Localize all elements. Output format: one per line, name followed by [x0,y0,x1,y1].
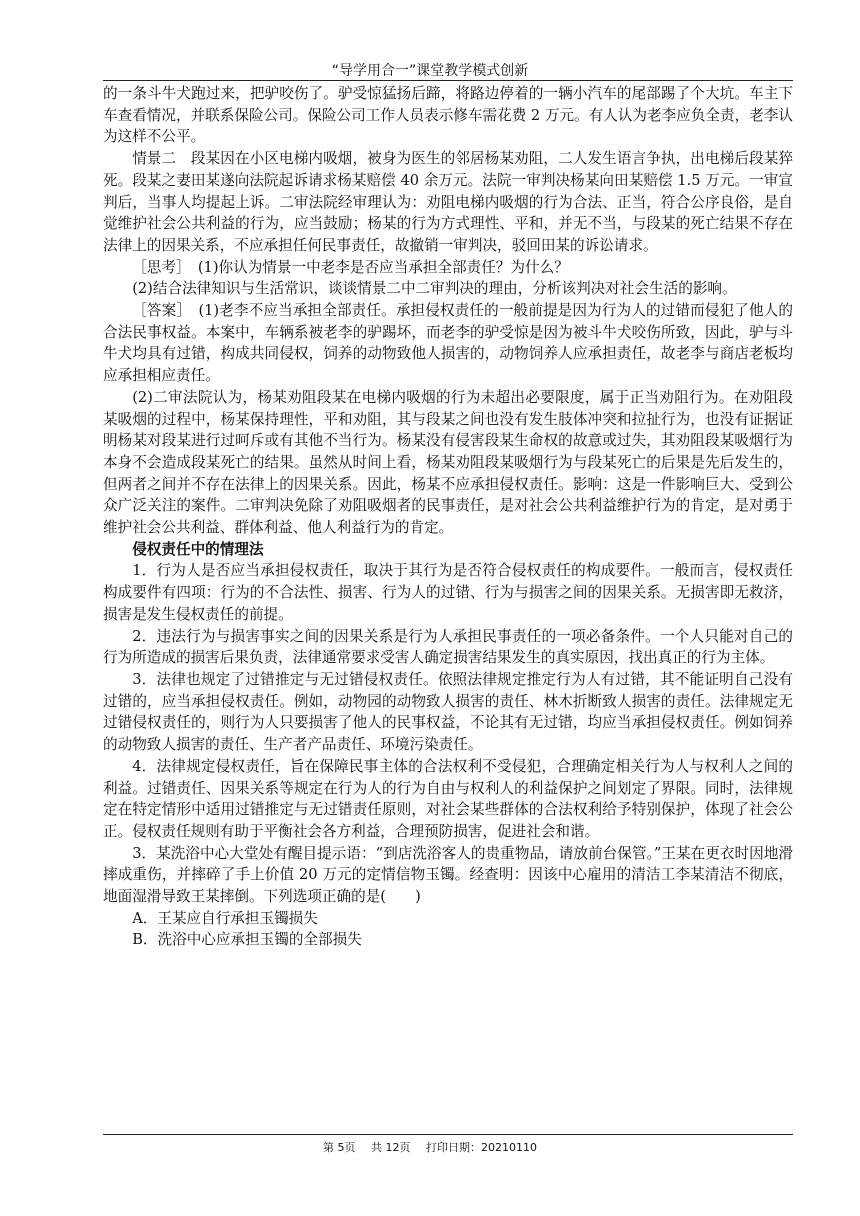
footer-print-date: 打印日期：20210110 [426,1141,537,1154]
paragraph-answer-2: (2)二审法院认为，杨某劝阻段某在电梯内吸烟的行为未超出必要限度，属于正当劝阻行为。在劝阻段某吸烟的过程中，杨某保持理性，平和劝阻，其与段某之间也没有发生肢体冲突和拉扯行为，也没有证据证明杨某对段某进行过呵斥或有其他不当行为。杨某没有侵害段某生命权的故意或过失，其劝阻段某吸烟行为本身不会造成段某死亡的结果。虽然从时间上看，杨某劝阻段某吸烟行为与段某死亡的后果是先后发生的，但两者之间并不存在法律上的因果关系。因此，杨某不应承担侵权责任。影响：这是一件影响巨大、受到公众广泛关注的案件。二审判决免除了劝阻吸烟者的民事责任，是对社会公共利益维护行为的肯定，是对勇于维护社会公共利益、群体利益、他人利益行为的肯定。 [103,388,793,537]
page-footer [0,1139,860,1155]
paragraph-point-4: 4．法律规定侵权责任，旨在保障民事主体的合法权利不受侵犯，合理确定相关行为人与权利人之间的利益。过错责任、因果关系等规定在行为人的行为自由与权利人的利益保护之间划定了界限。同时，法律规定在特定情形中适用过错推定与无过错责任原则，对社会某些群体的合法权利给予特别保护，体现了社会公正。侵权责任规则有助于平衡社会各方利益，合理预防损害，促进社会和谐。 [103,757,793,840]
paragraph-point-3: 3．法律也规定了过错推定与无过错侵权责任。依照法律规定推定行为人有过错，其不能证明自己没有过错的，应当承担侵权责任。例如，动物园的动物致人损害的责任、林木折断致人损害的责任。法律规定无过错侵权责任的，则行为人只要损害了他人的民事权益，不论其有无过错，均应当承担侵权责任。例如饲养的动物致人损害的责任、生产者产品责任、环境污染责任。 [103,670,793,754]
footer-page-number: 第 5页 [323,1141,356,1154]
footer-divider [103,1134,793,1135]
document-body [103,83,793,951]
paragraph-scenario-2: 情景二 段某因在小区电梯内吸烟，被身为医生的邻居杨某劝阻，二人发生语言争执，出电梯后段某猝死。段某之妻田某遂向法院起诉请求杨某赔偿 40 余万元。法院一审判决杨某向田某赔偿 1.5 万元。一审宣判后，当事人均提起上诉。二审法院经审理认为：劝阻电梯内吸烟的行为合法、正当，符合公序良俗，是自觉维护社会公共利益的行为，应当鼓励；杨某的行为方式理性、平和，并无不当，与段某的死亡结果不存在法律上的因果关系，不应承担任何民事责任，故撤销一审判决，驳回田某的诉讼请求。 [103,150,793,254]
paragraph-scenario-1-end: 的一条斗牛犬跑过来，把驴咬伤了。驴受惊猛扬后蹄，将路边停着的一辆小汽车的尾部踢了个大坑。车主下车查看情况，并联系保险公司。保险公司工作人员表示修车需花费 2 万元。有人认为老李应负全责，老李认为这样不公平。 [103,85,793,146]
header-divider [103,80,793,81]
paragraph-point-1: 1．行为人是否应当承担侵权责任，取决于其行为是否符合侵权责任的构成要件。一般而言，侵权责任构成要件有四项：行为的不合法性、损害、行为人的过错、行为与损害之间的因果关系。无损害即无救济，损害是发生侵权责任的前提。 [103,562,793,623]
option-b: B．洗浴中心应承担玉镯的全部损失 [132,931,362,949]
option-a: A．王某应自行承担玉镯损失 [132,909,318,927]
paragraph-think-2: (2)结合法律知识与生活常识，谈谈情景二中二审判决的理由，分析该判决对社会生活的影响。 [132,280,737,298]
page-header-title: “导学用合一”课堂教学模式创新 [331,63,529,79]
footer-total-pages: 共 12页 [371,1141,411,1154]
paragraph-point-2: 2．违法行为与损害事实之间的因果关系是行为人承担民事责任的一项必备条件。一个人只能对自己的行为所造成的损害后果负责，法律通常要求受害人确定损害结果发生的真实原因，找出真正的行为主体。 [103,627,793,667]
paragraph-question-3: 3．某洗浴中心大堂处有醒目提示语：“到店洗浴客人的贵重物品，请放前台保管。”王某在更衣时因地滑摔成重伤，并摔碎了手上价值 20 万元的定情信物玉镯。经查明：因该中心雇用的清洁工李某清洁不彻底，地面湿滑导致王某摔倒。下列选项正确的是( ) [103,844,793,906]
paragraph-answer-1: ［答案］ (1)老李不应当承担全部责任。承担侵权责任的一般前提是因为行为人的过错而侵犯了他人的合法民事权益。本案中，车辆系被老李的驴踢坏，而老李的驴受惊是因为被斗牛犬咬伤所致，因此，驴与斗牛犬均具有过错，构成共同侵权，饲养的动物致他人损害的，动物饲养人应承担责任，故老李与商店老板均应承担相应责任。 [103,302,793,385]
section-heading: 侵权责任中的情理法 [132,540,264,558]
paragraph-think-1: ［思考］ (1)你认为情景一中老李是否应当承担全部责任？为什么？ [132,258,569,276]
